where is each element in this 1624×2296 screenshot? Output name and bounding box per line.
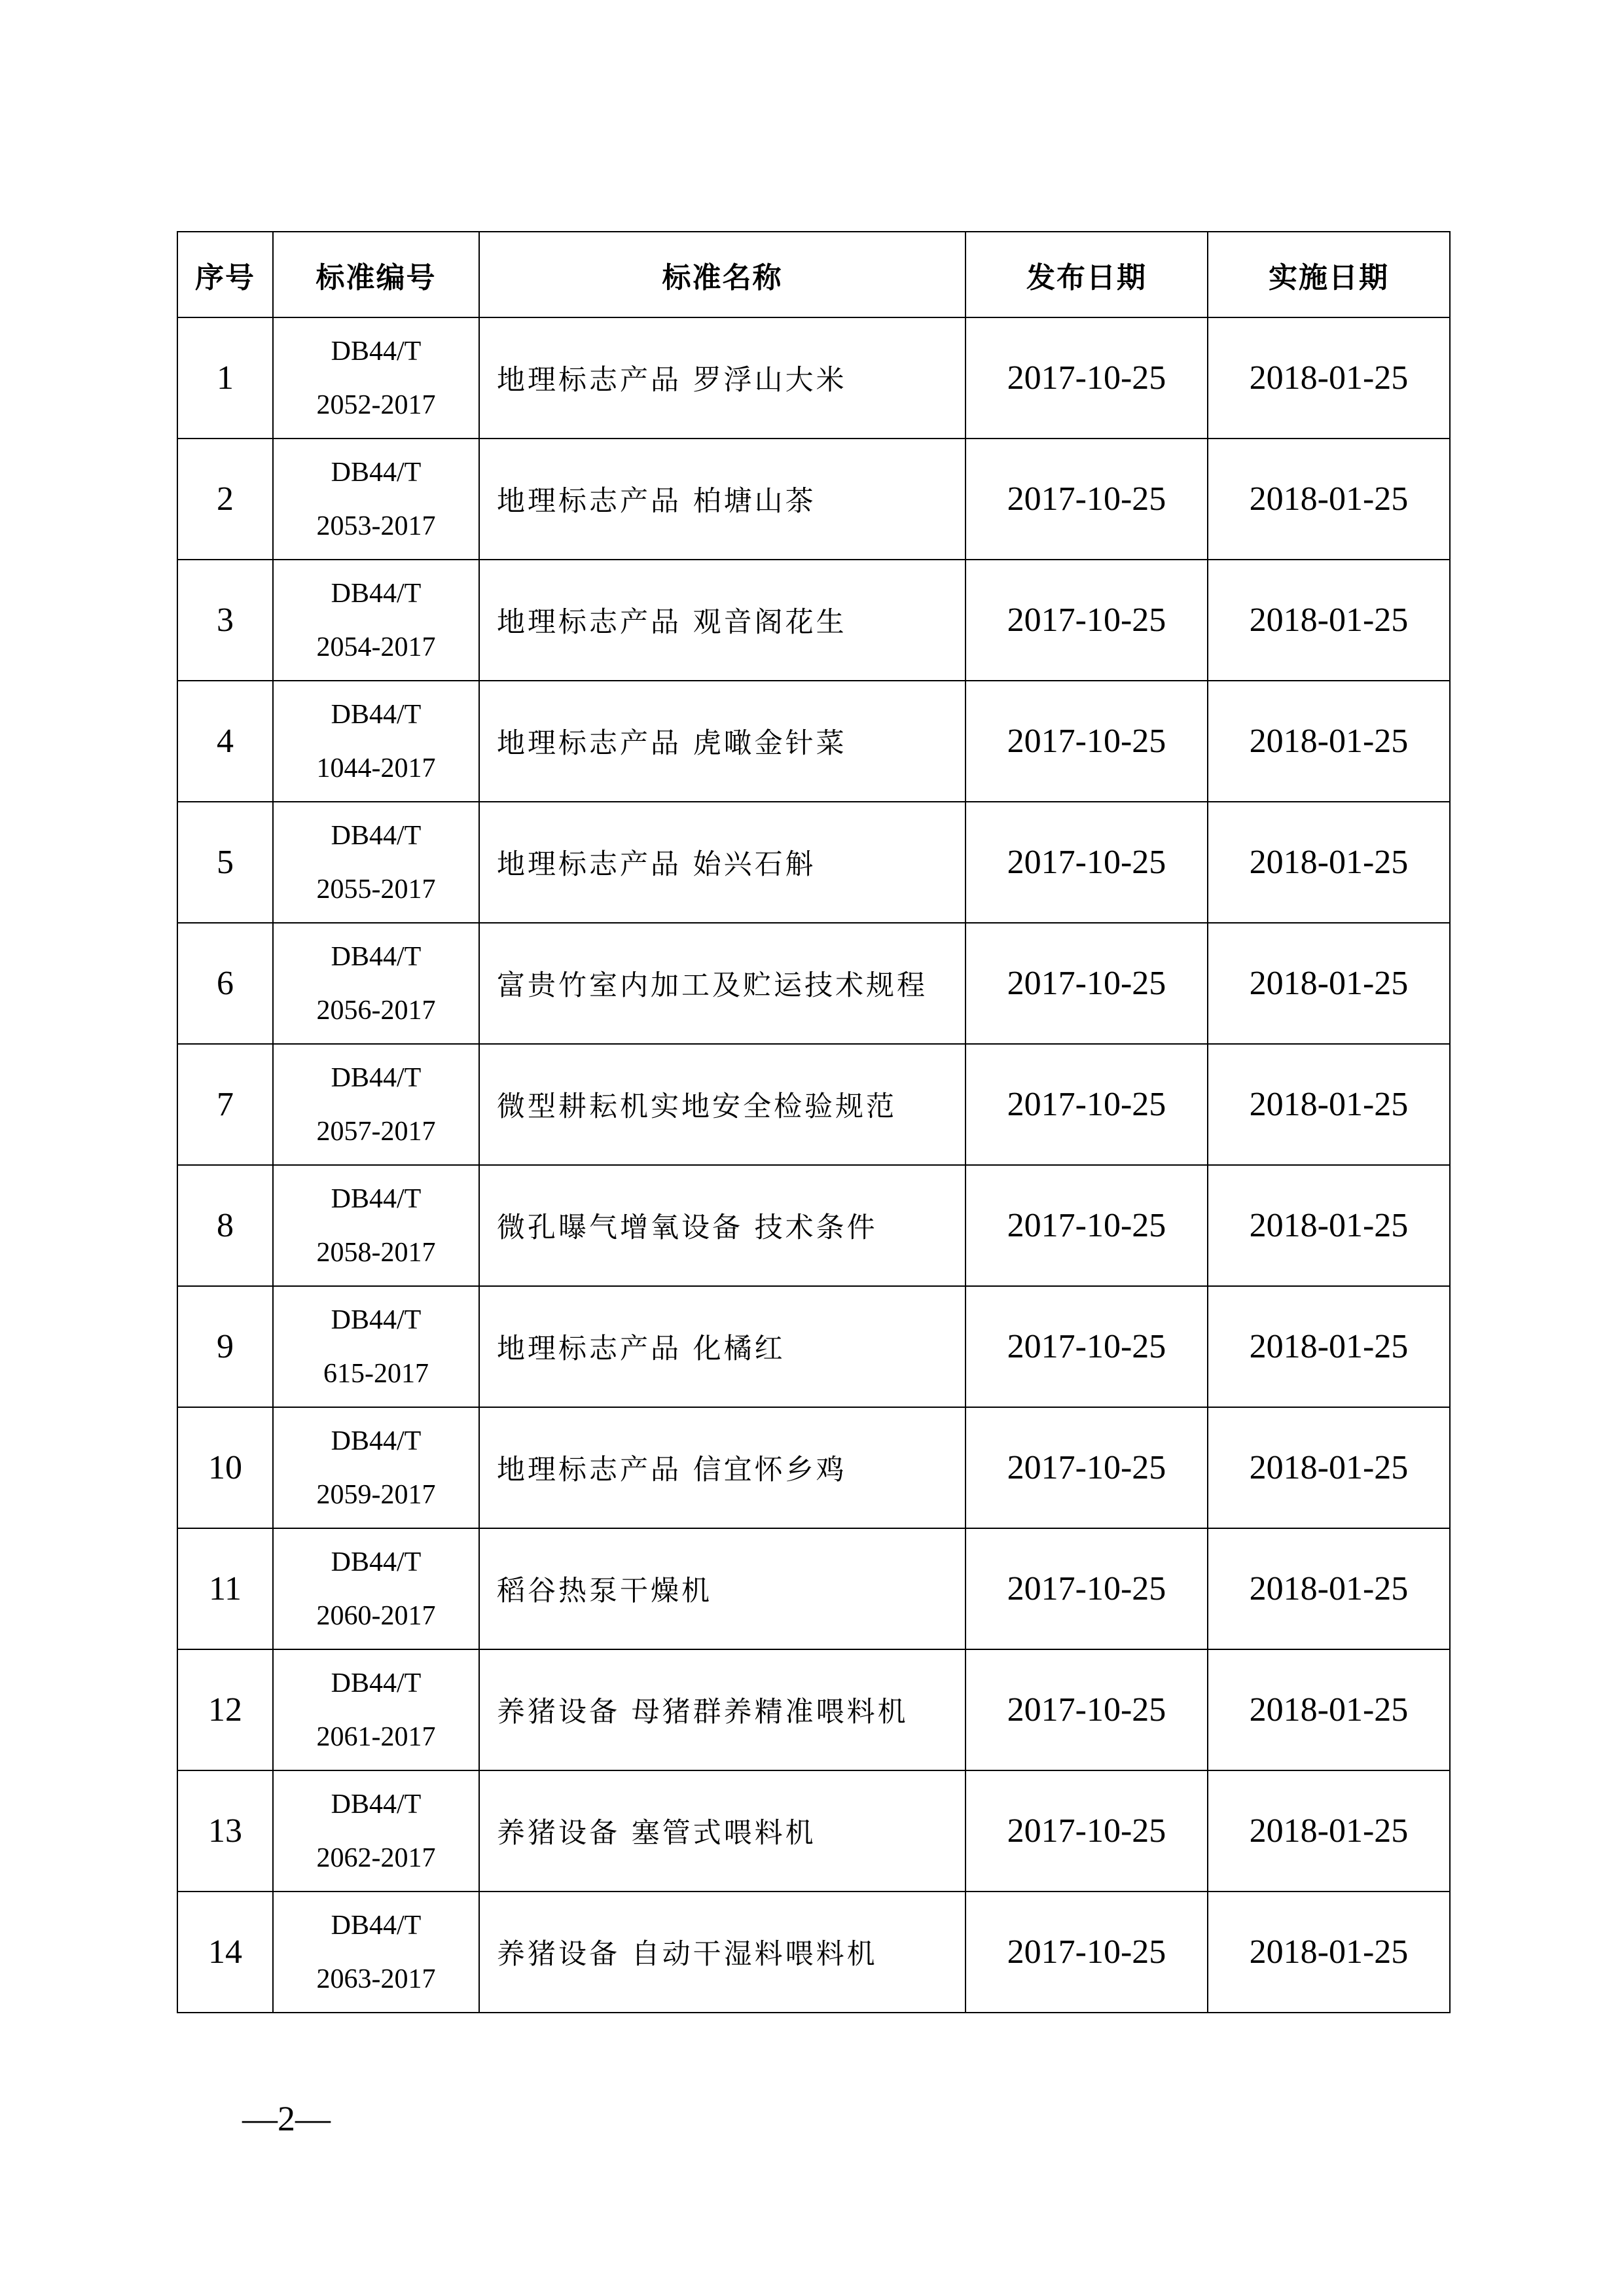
table-header: [177, 232, 1450, 317]
row-publish-date: 2017-10-25: [965, 1407, 1208, 1528]
row-standard-code: [273, 1892, 479, 2013]
table-body: [177, 317, 1450, 2013]
row-standard-name: 富贵竹室内加工及贮运技术规程: [479, 923, 965, 1044]
row-index: 2: [177, 439, 273, 560]
row-publish-date: 2017-10-25: [965, 317, 1208, 439]
code-number: 2059-2017: [316, 1479, 436, 1510]
row-standard-code: [273, 560, 479, 681]
row-standard-code: [273, 1044, 479, 1165]
row-implement-date: 2018-01-25: [1208, 317, 1450, 439]
row-index: 14: [177, 1892, 273, 2013]
row-implement-date: 2018-01-25: [1208, 1286, 1450, 1407]
row-index: 9: [177, 1286, 273, 1407]
code-number: 2055-2017: [316, 874, 436, 905]
row-index: 13: [177, 1770, 273, 1892]
row-standard-name: 地理标志产品 罗浮山大米: [479, 317, 965, 439]
table-row: [177, 1892, 1450, 2013]
row-standard-code: [273, 681, 479, 802]
code-prefix: DB44/T: [331, 1668, 422, 1698]
row-index: 3: [177, 560, 273, 681]
row-standard-code: [273, 802, 479, 923]
table-row: [177, 1528, 1450, 1649]
row-standard-code: [273, 1649, 479, 1770]
row-publish-date: 2017-10-25: [965, 1044, 1208, 1165]
row-standard-name: 地理标志产品 信宜怀乡鸡: [479, 1407, 965, 1528]
table-row: [177, 1165, 1450, 1286]
header-publish-date: 发布日期: [965, 232, 1208, 317]
code-prefix: DB44/T: [331, 820, 422, 851]
row-standard-code: [273, 1165, 479, 1286]
table-row: [177, 802, 1450, 923]
row-standard-name: 微型耕耘机实地安全检验规范: [479, 1044, 965, 1165]
header-row: [177, 232, 1450, 317]
code-prefix: DB44/T: [331, 578, 422, 609]
code-number: 2056-2017: [316, 995, 436, 1026]
row-implement-date: 2018-01-25: [1208, 560, 1450, 681]
header-name: 标准名称: [479, 232, 965, 317]
row-publish-date: 2017-10-25: [965, 1649, 1208, 1770]
row-implement-date: 2018-01-25: [1208, 1407, 1450, 1528]
row-standard-name: 地理标志产品 柏塘山茶: [479, 439, 965, 560]
row-standard-name: 地理标志产品 观音阁花生: [479, 560, 965, 681]
row-publish-date: 2017-10-25: [965, 802, 1208, 923]
row-index: 12: [177, 1649, 273, 1770]
table-row: [177, 1770, 1450, 1892]
row-standard-code: [273, 1286, 479, 1407]
row-implement-date: 2018-01-25: [1208, 923, 1450, 1044]
code-number: 2061-2017: [316, 1721, 436, 1752]
row-publish-date: 2017-10-25: [965, 923, 1208, 1044]
code-number: 2054-2017: [316, 632, 436, 662]
row-publish-date: 2017-10-25: [965, 560, 1208, 681]
row-publish-date: 2017-10-25: [965, 439, 1208, 560]
row-implement-date: 2018-01-25: [1208, 1044, 1450, 1165]
row-implement-date: 2018-01-25: [1208, 1649, 1450, 1770]
row-publish-date: 2017-10-25: [965, 1528, 1208, 1649]
row-index: 1: [177, 317, 273, 439]
header-implement-date: 实施日期: [1208, 232, 1450, 317]
table-row: [177, 439, 1450, 560]
code-number: 2060-2017: [316, 1600, 436, 1631]
row-index: 11: [177, 1528, 273, 1649]
row-implement-date: 2018-01-25: [1208, 1528, 1450, 1649]
header-code: 标准编号: [273, 232, 479, 317]
page-number: —2—: [242, 2099, 331, 2138]
row-standard-name: 稻谷热泵干燥机: [479, 1528, 965, 1649]
table-row: [177, 1044, 1450, 1165]
row-index: 10: [177, 1407, 273, 1528]
table-row: [177, 1286, 1450, 1407]
row-publish-date: 2017-10-25: [965, 1286, 1208, 1407]
code-number: 2057-2017: [316, 1116, 436, 1147]
row-index: 4: [177, 681, 273, 802]
row-standard-name: 养猪设备 塞管式喂料机: [479, 1770, 965, 1892]
table-row: [177, 923, 1450, 1044]
code-number: 2062-2017: [316, 1842, 436, 1873]
row-standard-code: [273, 1528, 479, 1649]
row-index: 7: [177, 1044, 273, 1165]
code-number: 1044-2017: [316, 753, 436, 783]
row-publish-date: 2017-10-25: [965, 1165, 1208, 1286]
code-prefix: DB44/T: [331, 1304, 422, 1335]
table-row: [177, 317, 1450, 439]
code-prefix: DB44/T: [331, 336, 422, 367]
code-prefix: DB44/T: [331, 941, 422, 972]
code-prefix: DB44/T: [331, 1062, 422, 1093]
row-index: 5: [177, 802, 273, 923]
row-standard-name: 地理标志产品 虎噉金针菜: [479, 681, 965, 802]
table-row: [177, 1407, 1450, 1528]
row-standard-code: [273, 317, 479, 439]
code-prefix: DB44/T: [331, 1910, 422, 1941]
row-standard-name: 地理标志产品 化橘红: [479, 1286, 965, 1407]
table-row: [177, 560, 1450, 681]
code-number: 2052-2017: [316, 389, 436, 420]
row-implement-date: 2018-01-25: [1208, 439, 1450, 560]
code-prefix: DB44/T: [331, 699, 422, 730]
code-prefix: DB44/T: [331, 457, 422, 488]
row-standard-code: [273, 923, 479, 1044]
table-row: [177, 681, 1450, 802]
code-prefix: DB44/T: [331, 1426, 422, 1456]
row-standard-name: 地理标志产品 始兴石斛: [479, 802, 965, 923]
row-implement-date: 2018-01-25: [1208, 1165, 1450, 1286]
row-index: 6: [177, 923, 273, 1044]
code-prefix: DB44/T: [331, 1183, 422, 1214]
standards-table: [177, 231, 1451, 2013]
code-number: 2063-2017: [316, 1964, 436, 1994]
code-number: 2053-2017: [316, 511, 436, 541]
row-implement-date: 2018-01-25: [1208, 681, 1450, 802]
table-row: [177, 1649, 1450, 1770]
code-number: 2058-2017: [316, 1237, 436, 1268]
row-standard-name: 养猪设备 自动干湿料喂料机: [479, 1892, 965, 2013]
row-standard-name: 微孔曝气增氧设备 技术条件: [479, 1165, 965, 1286]
row-standard-code: [273, 439, 479, 560]
row-publish-date: 2017-10-25: [965, 1770, 1208, 1892]
header-index: 序号: [177, 232, 273, 317]
row-implement-date: 2018-01-25: [1208, 802, 1450, 923]
row-implement-date: 2018-01-25: [1208, 1770, 1450, 1892]
code-prefix: DB44/T: [331, 1547, 422, 1577]
row-publish-date: 2017-10-25: [965, 681, 1208, 802]
row-implement-date: 2018-01-25: [1208, 1892, 1450, 2013]
row-standard-name: 养猪设备 母猪群养精准喂料机: [479, 1649, 965, 1770]
row-standard-code: [273, 1407, 479, 1528]
code-prefix: DB44/T: [331, 1789, 422, 1820]
row-publish-date: 2017-10-25: [965, 1892, 1208, 2013]
code-number: 615-2017: [323, 1358, 429, 1389]
row-index: 8: [177, 1165, 273, 1286]
row-standard-code: [273, 1770, 479, 1892]
